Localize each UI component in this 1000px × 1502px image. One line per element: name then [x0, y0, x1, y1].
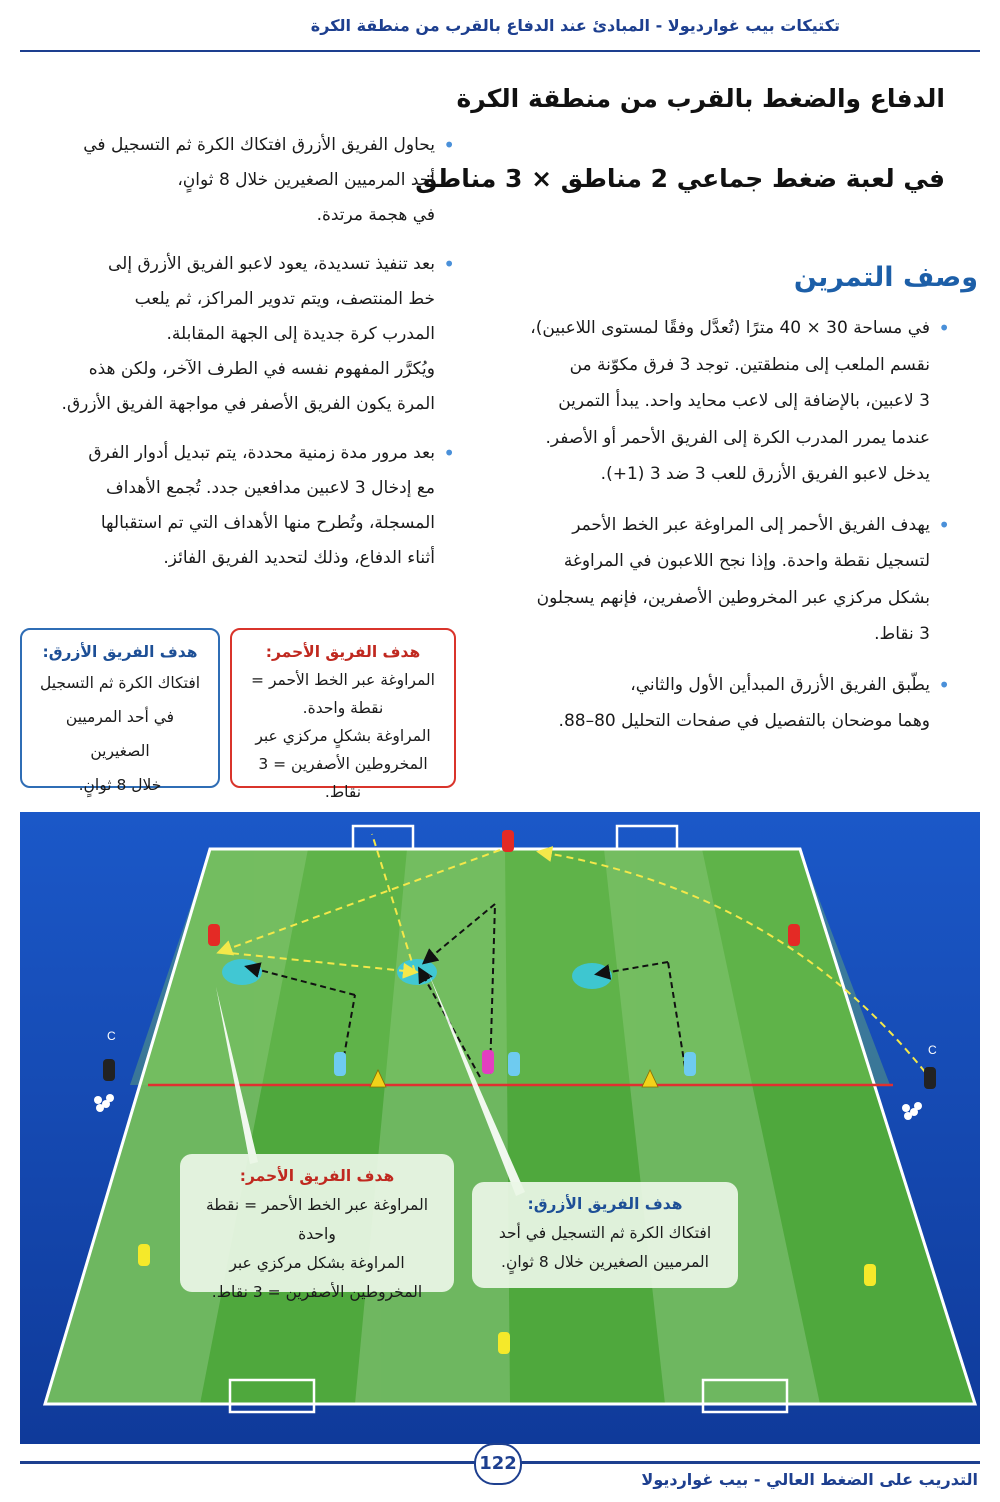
section-title: وصف التمرين	[793, 262, 978, 293]
text-line: المخروطين الأصفرين = 3 نقاط.	[258, 755, 428, 801]
text-line: عندما يمرر المدرب الكرة إلى الفريق الأحمر أو الأصفر.	[545, 427, 930, 448]
text-line: نقسم الملعب إلى منطقتين. توجد 3 فرق مكوّنة من	[569, 354, 930, 375]
red-player	[788, 924, 800, 946]
text-line: • يطّبق الفريق الأزرق المبدأين الأول والثاني،	[630, 674, 930, 695]
coach-left	[103, 1059, 115, 1081]
yellow-player	[864, 1264, 876, 1286]
blue-player	[684, 1052, 696, 1076]
text-line: • بعد مرور مدة زمنية محددة، يتم تبديل أدوار الفرق	[88, 443, 435, 463]
text-line: المرة يكون الفريق الأصفر في مواجهة الفريق الأزرق.	[61, 394, 435, 414]
text-line: • يحاول الفريق الأزرق افتكاك الكرة ثم التسجيل في	[83, 135, 435, 155]
callout-blue-heading: هدف الفريق الأزرق:	[527, 1195, 683, 1213]
left-bullet-3	[30, 436, 455, 576]
text-line: ويُكرَّر المفهوم نفسه في الطرف الآخر، ولكن هذه	[88, 359, 435, 379]
text-line: لتسجيل نقطة واحدة. وإذا نجح اللاعبون في المراوغة	[563, 551, 930, 571]
text-line: المراوغة بشكل مركزي عبر	[229, 1254, 405, 1272]
text-line: افتكاك الكرة ثم التسجيل	[39, 674, 201, 692]
text-line: • بعد تنفيذ تسديدة، يعود لاعبو الفريق الأزرق إلى	[108, 254, 435, 274]
title-line1: الدفاع والضغط بالقرب من منطقة الكرة	[456, 84, 945, 113]
text-line: بشكل مركزي عبر المخروطين الأصفرين، فإنهم يسجلون	[536, 587, 930, 608]
right-bullet-list	[500, 310, 950, 740]
text-line: المرميين الصغيرين خلال 8 ثوانٍ.	[501, 1253, 709, 1271]
right-bullet-3	[500, 667, 950, 740]
text-line: يدخل لاعبو الفريق الأزرق للعب 3 ضد 3 (1+).	[600, 464, 930, 484]
left-column	[30, 128, 455, 590]
text-line: • يهدف الفريق الأحمر إلى المراوغة عبر الخط الأحمر	[572, 514, 930, 535]
coach-right-label: C	[928, 1043, 937, 1057]
text-line: نقطة واحدة.	[302, 699, 384, 717]
right-bullet-2	[500, 507, 950, 653]
text-line: أحد المرميين الصغيرين خلال 8 ثوانٍ،	[177, 170, 435, 190]
page-header	[20, 12, 980, 50]
text-line: خلال 8 ثوانٍ.	[78, 776, 162, 794]
text-line: 3 لاعبين، بالإضافة إلى لاعب محايد واحد. يبدأ التمرين	[558, 391, 930, 411]
title-line2: في لعبة ضغط جماعي 2 مناطق × 3 مناطق	[415, 164, 945, 193]
left-bullet-list	[30, 128, 455, 576]
text-line: المدرب كرة جديدة إلى الجهة المقابلة.	[166, 324, 435, 344]
text-line: افتكاك الكرة ثم التسجيل في أحد	[498, 1224, 712, 1242]
zone-marker	[397, 959, 437, 985]
drill-diagram	[20, 812, 980, 1444]
blue-player	[508, 1052, 520, 1076]
callout-red-heading: هدف الفريق الأحمر:	[239, 1167, 395, 1185]
neutral-player	[482, 1050, 494, 1074]
red-player	[502, 830, 514, 852]
left-bullet-2	[30, 247, 455, 422]
text-line: المراوغة عبر الخط الأحمر = نقطة واحدة	[205, 1196, 429, 1243]
left-bullet-1	[30, 128, 455, 233]
zone-marker	[572, 963, 612, 989]
red-box-heading: هدف الفريق الأحمر:	[265, 643, 421, 661]
right-column	[500, 310, 950, 754]
text-line: المخروطين الأصفرين = 3 نقاط.	[211, 1283, 423, 1301]
text-line: خط المنتصف، ويتم تدوير المراكز، ثم يلعب	[134, 289, 435, 309]
callout-blue-objective	[472, 1182, 738, 1288]
text-line: المسجلة، وتُطرح منها الأهداف التي تم استقبالها	[100, 513, 435, 533]
text-line: المراوغة عبر الخط الأحمر =	[251, 671, 435, 689]
red-objective-box	[230, 628, 456, 801]
text-line: المراوغة بشكلٍ مركزي عبر	[255, 727, 431, 745]
footer-text: التدريب على الضغط العالي - بيب غوارديولا	[641, 1470, 978, 1489]
text-line: • في مساحة 30 × 40 مترًا (تُعدَّل وفقًا لمستوى اللاعبين)،	[530, 318, 930, 338]
blue-objective-box	[20, 628, 220, 794]
zone-marker	[222, 959, 262, 985]
header-text: تكتيكات بيب غوارديولا - المبادئ عند الدفاع بالقرب من منطقة الكرة	[310, 16, 840, 35]
text-line: في أحد المرميين الصغيرين	[65, 708, 175, 760]
text-line: وهما موضحان بالتفصيل في صفحات التحليل 80–88.	[558, 711, 930, 731]
yellow-player	[498, 1332, 510, 1354]
text-line: 3 نقاط.	[874, 624, 930, 644]
right-bullet-1	[500, 310, 950, 493]
red-player	[208, 924, 220, 946]
blue-box-heading: هدف الفريق الأزرق:	[42, 643, 198, 661]
coach-right	[924, 1067, 936, 1089]
blue-player	[334, 1052, 346, 1076]
coach-left-label: C	[107, 1029, 116, 1043]
header-rule	[20, 50, 980, 52]
pitch-svg	[20, 812, 980, 1444]
text-line: في هجمة مرتدة.	[316, 205, 435, 225]
text-line: مع إدخال 3 لاعبين مدافعين جدد. تُجمع الأهداف	[106, 478, 435, 498]
text-line: أثناء الدفاع، وذلك لتحديد الفريق الفائز.	[163, 548, 435, 568]
yellow-player	[138, 1244, 150, 1266]
callout-red-objective	[180, 1154, 454, 1301]
page-number: 122	[474, 1443, 522, 1485]
